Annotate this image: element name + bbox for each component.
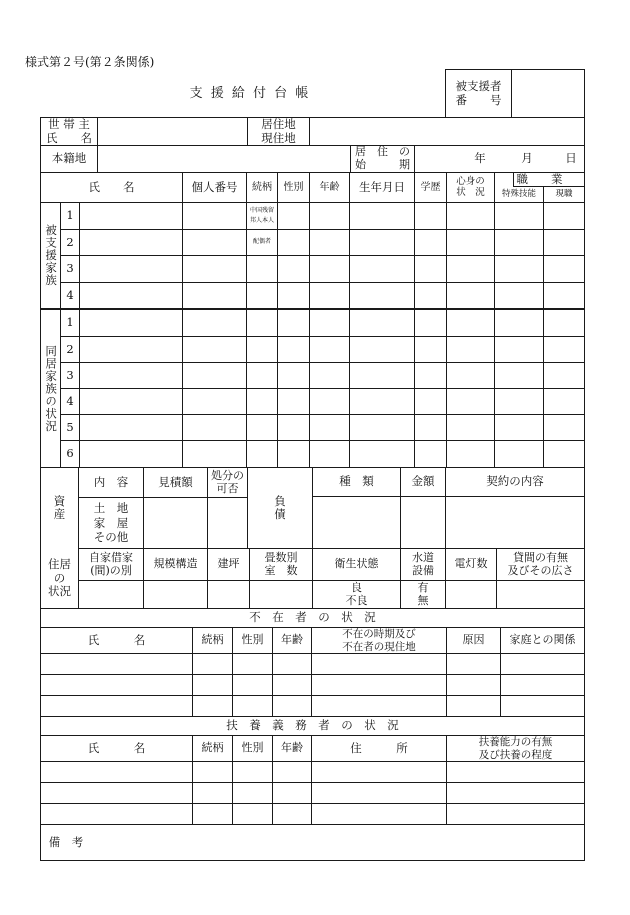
cohabit-row-number: 4	[66, 393, 74, 408]
col-birthdate: 生年月日	[359, 179, 405, 194]
tatami-header: 畳数別 室 数	[264, 550, 298, 577]
support-col-name: 氏 名	[87, 740, 146, 755]
family-row-number: 1	[66, 208, 74, 223]
family-section-label: 被支援家族	[44, 224, 59, 287]
householder-name-field[interactable]	[98, 118, 247, 145]
floor-area-header: 建坪	[217, 557, 240, 571]
family-entries-area[interactable]	[80, 203, 584, 467]
asset-estimate-header: 見積額	[158, 474, 193, 489]
rule	[40, 782, 584, 783]
debt-amount-header: 金額	[411, 474, 435, 489]
year-label: 年	[474, 151, 486, 166]
rule	[40, 653, 584, 654]
recipient-number-label: 被支援者 番 号	[455, 79, 502, 107]
asset-disposal-header: 処分の 可否	[211, 468, 244, 495]
col-age: 年齢	[319, 181, 340, 193]
col-special-skill: 特殊技能	[501, 188, 536, 199]
sanitation-header: 衛生状態	[334, 557, 379, 571]
support-col-address: 住 所	[350, 740, 408, 755]
support-col-gender: 性別	[241, 741, 264, 755]
month-label: 月	[521, 151, 533, 166]
relation-note-self: 中国残留 邦人本人	[249, 207, 274, 224]
rule	[40, 761, 584, 762]
absent-col-timing: 不在の時期及び 不在者の現住地	[342, 628, 416, 653]
col-name: 氏 名	[88, 179, 135, 194]
cohabit-row-number: 3	[66, 367, 74, 382]
own-rent-header: 自家借家 (間)の別	[89, 550, 133, 577]
form-title: 支 援 給 付 台 帳	[189, 85, 311, 101]
col-education: 学歴	[420, 181, 441, 193]
rule	[40, 860, 585, 861]
cohabit-row-number: 6	[66, 446, 74, 461]
rule	[40, 695, 584, 696]
cohabit-section-label: 同居家族の状況	[44, 344, 59, 433]
cohabit-row-number: 2	[66, 341, 74, 356]
debt-label: 負 債	[274, 493, 286, 521]
family-row-number: 3	[66, 261, 74, 276]
absent-col-age: 年齢	[281, 633, 303, 647]
domicile-field[interactable]	[98, 146, 350, 172]
support-col-ability: 扶養能力の有無 及び扶養の程度	[478, 736, 553, 761]
absent-col-relation: 続柄	[201, 633, 224, 647]
col-current-job: 現職	[555, 188, 573, 199]
col-relation: 続柄	[252, 181, 272, 193]
absent-col-family-relation: 家庭との関係	[509, 633, 576, 647]
residence-start-date-field[interactable]	[415, 146, 584, 172]
asset-content-header: 内 容	[93, 474, 129, 489]
structure-header: 規模構造	[153, 557, 198, 571]
family-row-number: 4	[66, 287, 74, 302]
day-label: 日	[565, 151, 577, 166]
remarks-field[interactable]	[92, 825, 584, 860]
rule	[312, 496, 584, 497]
debt-kind-header: 種 類	[339, 474, 374, 489]
col-health: 心身の 状 況	[456, 175, 485, 198]
domicile-label: 本籍地	[51, 151, 87, 166]
family-row-number: 2	[66, 234, 74, 249]
absent-col-name: 氏 名	[87, 632, 146, 647]
rule	[40, 674, 584, 675]
debt-contract-header: 契約の内容	[486, 474, 544, 489]
rule	[40, 803, 584, 804]
cohabit-row-number: 1	[66, 315, 74, 330]
housing-label: 住居 の 状況	[48, 556, 71, 599]
address-label: 居住地 現住地	[261, 117, 296, 145]
rule	[584, 69, 585, 860]
support-col-age: 年齢	[281, 741, 303, 755]
water-header: 水道 設備	[412, 550, 434, 577]
absent-section-title: 不 在 者 の 状 況	[249, 610, 376, 625]
water-yes-no: 有 無	[417, 580, 429, 607]
absent-col-gender: 性別	[241, 633, 264, 647]
lights-header: 電灯数	[454, 557, 488, 571]
sanitation-good-bad: 良 不良	[345, 580, 368, 607]
asset-land-house-other: 土 地 家 屋 その他	[93, 500, 129, 545]
address-field[interactable]	[310, 118, 584, 145]
col-gender: 性別	[283, 181, 304, 193]
assets-label: 資 産	[53, 493, 66, 521]
lending-header: 貸間の有無 及びその広さ	[507, 550, 574, 577]
form-number: 様式第２号(第２条関係)	[25, 55, 155, 69]
col-id-number: 個人番号	[191, 179, 238, 194]
relation-note-spouse: 配偶者	[252, 237, 271, 245]
support-section-title: 扶 養 義 務 者 の 状 況	[226, 718, 399, 733]
support-col-relation: 続柄	[201, 741, 224, 755]
recipient-number-field[interactable]	[512, 70, 584, 117]
remarks-label: 備 考	[48, 834, 84, 849]
residence-start-label: 居 住 の 始 期	[355, 145, 410, 171]
col-occupation: 職 業	[516, 171, 563, 186]
cohabit-row-number: 5	[66, 419, 74, 434]
absent-col-reason: 原因	[462, 633, 485, 647]
householder-label: 世 帯 主 氏 名	[46, 117, 92, 145]
